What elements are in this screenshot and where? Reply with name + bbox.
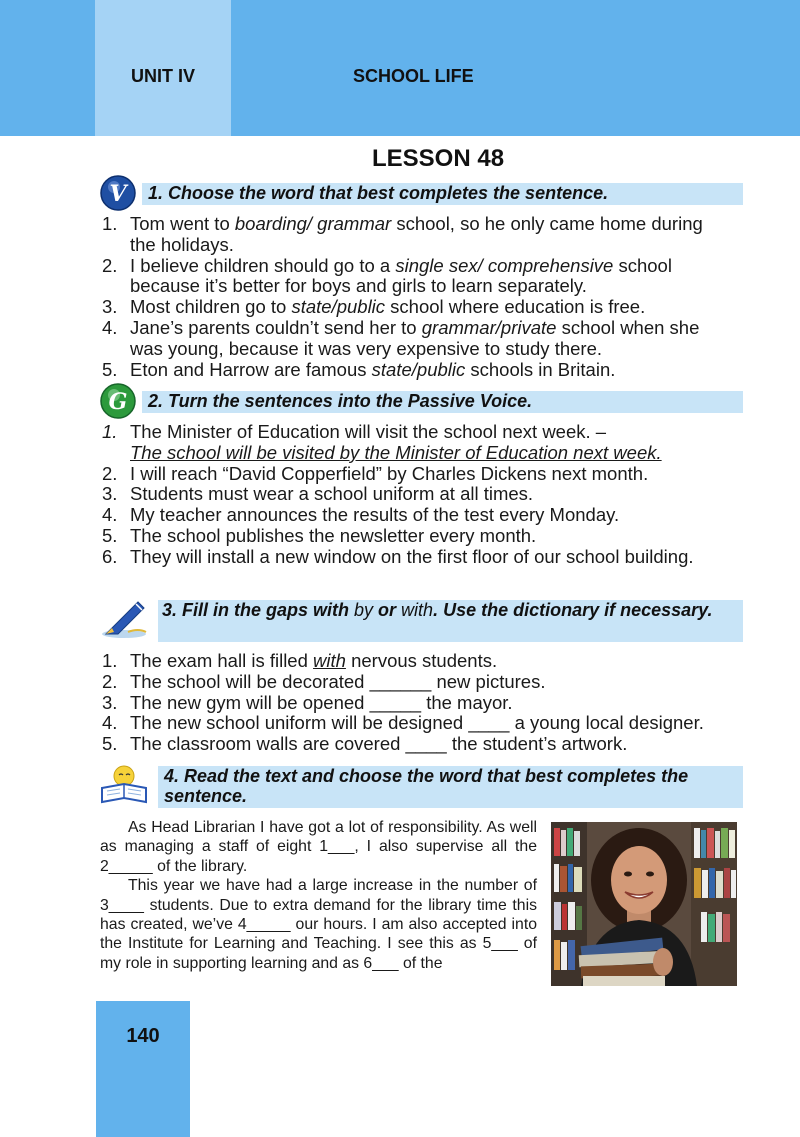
list-item: 3. Students must wear a school uniform at all times. (102, 483, 534, 505)
list-item: 3. The new gym will be opened _____ the mayor. (102, 691, 513, 713)
task1-heading: 1. Choose the word that best completes the sentence. (142, 183, 743, 205)
reading-book-icon (98, 764, 152, 804)
librarian-photo (551, 822, 737, 986)
reading-paragraph: This year we have had a large increase in the number of 3____ students. Due to extra demand for the library time this has created, we’ve 4_____ our hours. I am also accepted into the Institute for Learning and Teaching. I see this as 5___ of my role in supporting learning and as 6___ of the (100, 877, 537, 972)
v-letter-icon (100, 175, 136, 211)
lesson-title: LESSON 48 (372, 145, 505, 172)
unit-label: UNIT IV (130, 66, 195, 86)
task4-heading: 4. Read the text and choose the word that best completes the sentence. (158, 766, 743, 808)
task1-list (102, 214, 732, 380)
list-item: 5. Eton and Harrow are famous state/public schools in Britain. (102, 358, 616, 380)
list-item: 1. The exam hall is filled with nervous students. (102, 650, 498, 671)
list-item: 6. They will install a new window on the first floor of our school building. (102, 545, 694, 567)
reading-text (100, 818, 537, 973)
svg-text:V: V (109, 181, 127, 207)
list-item: 5. The school publishes the newsletter every month. (102, 524, 537, 546)
list-item: 2. I believe children should go to a single sex/ comprehensive school because it’s better for boys and girls to learn separately. (102, 254, 672, 297)
list-item: 4. The new school uniform will be designed ____ a young local designer. (102, 712, 704, 734)
list-item: 2. I will reach “David Copperfield” by Charles Dickens next month. (102, 462, 649, 484)
list-item: 3. Most children go to state/public school where education is free. (102, 296, 646, 318)
list-item: 5. The classroom walls are covered ____ the student’s artwork. (102, 733, 628, 755)
list-item: 4. My teacher announces the results of the test every Monday. (102, 504, 620, 526)
task3-list (102, 651, 742, 755)
unit-title: SCHOOL LIFE (353, 66, 474, 86)
pen-icon (98, 598, 150, 640)
list-item: 2. The school will be decorated ______ new pictures. (102, 670, 546, 692)
list-item: 4. Jane’s parents couldn’t send her to grammar/private school when she was young, because it was very expensive to study there. (102, 316, 700, 359)
task2-list (102, 422, 732, 568)
svg-text:G: G (108, 389, 128, 415)
page-number-box (96, 1001, 190, 1137)
page-number: 140 (126, 1025, 160, 1047)
task3-heading: 3. Fill in the gaps with by or with. Use the dictionary if necessary. (158, 600, 743, 642)
example-answer: The school will be visited by the Minister of Education next week. (130, 441, 662, 463)
example-item: 1. The Minister of Education will visit the school next week. – The school will be visited by the Minister of Education next week. (102, 421, 662, 463)
list-item: 1. Tom went to boarding/ grammar school, so he only came home during the holidays. (102, 213, 703, 255)
task2-heading: 2. Turn the sentences into the Passive Voice. (142, 391, 743, 413)
g-letter-icon (100, 383, 136, 419)
reading-paragraph: As Head Librarian I have got a lot of responsibility. As well as managing a staff of eight 1___, I also supervise all the 2_____ of the library. (100, 819, 537, 875)
